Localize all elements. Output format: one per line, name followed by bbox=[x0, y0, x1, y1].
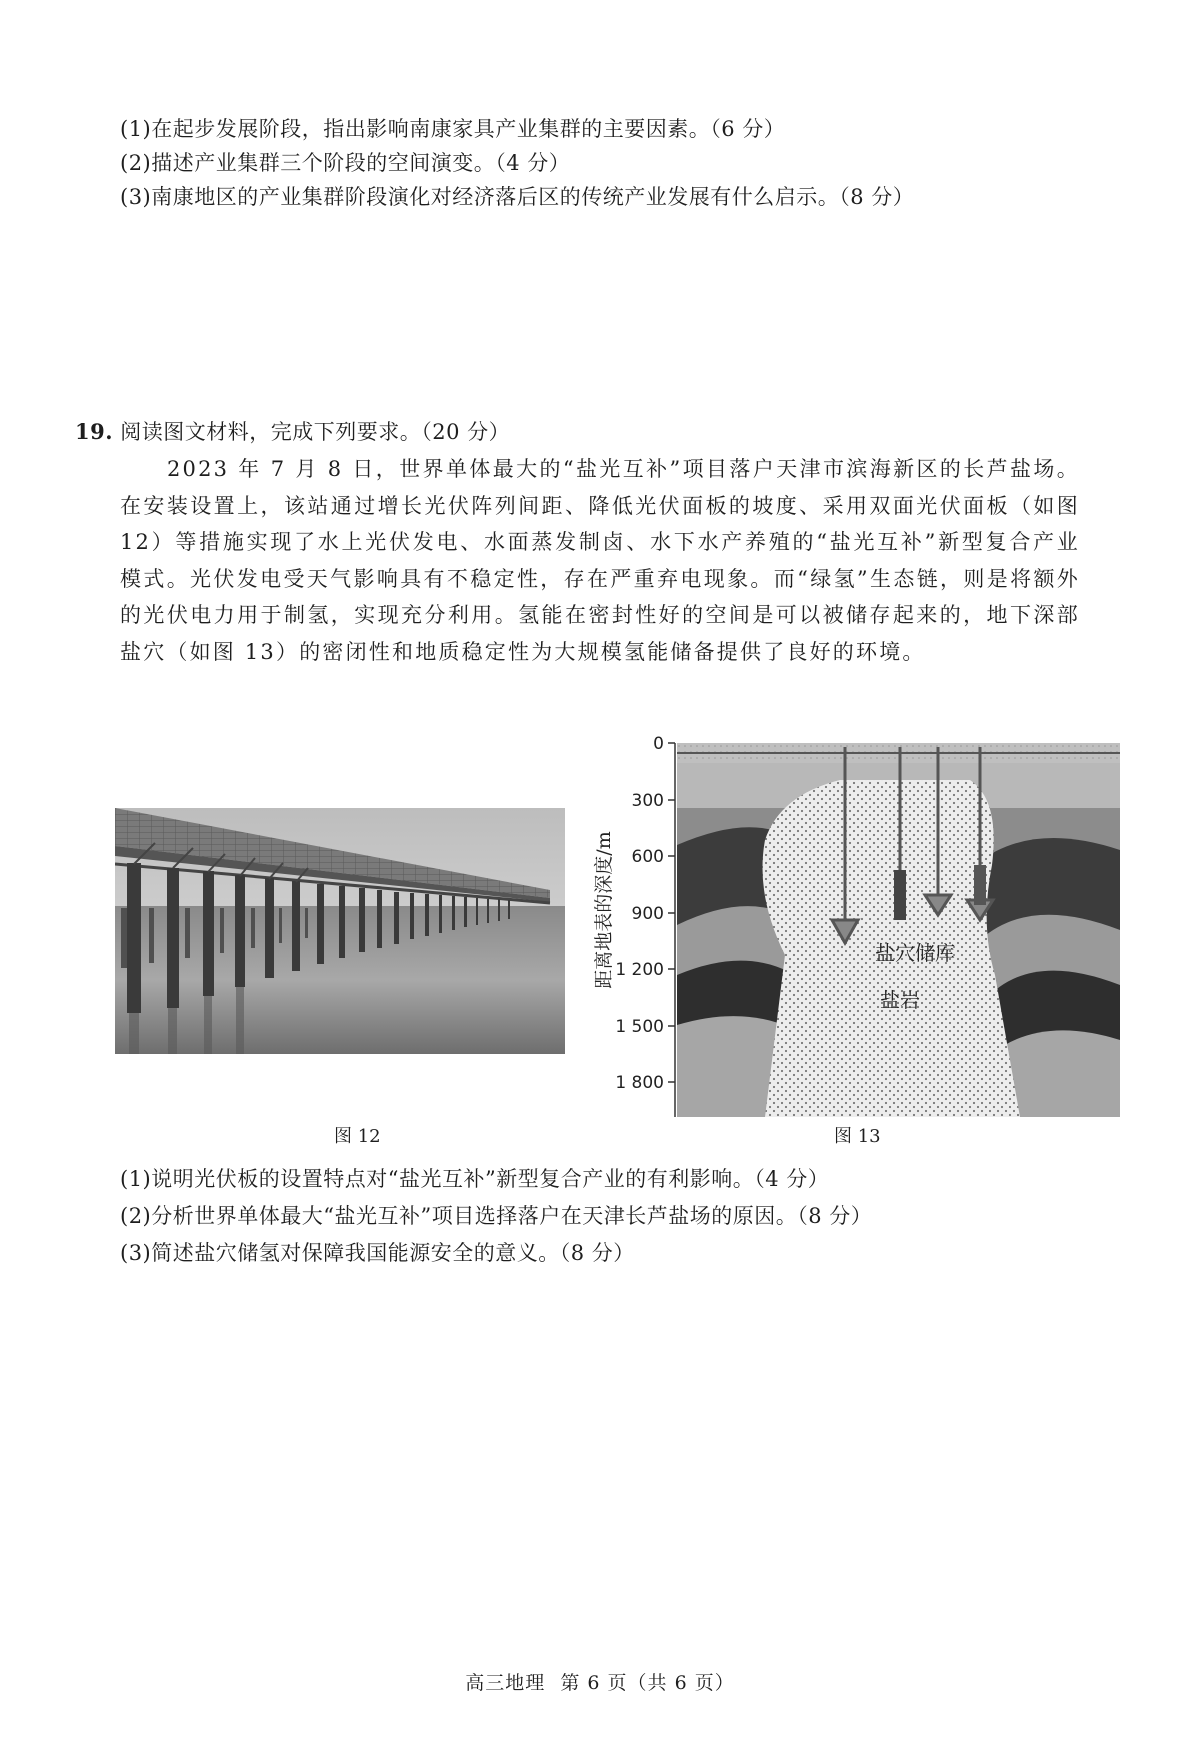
footer-subject: 高三地理 bbox=[465, 1672, 546, 1694]
question-number: 19. bbox=[75, 419, 114, 444]
sub-question-1: (1)说明光伏板的设置特点对“盐光互补”新型复合产业的有利影响。（4 分） bbox=[120, 1167, 830, 1191]
y-axis-label: 距离地表的深度/m bbox=[593, 831, 615, 989]
sub-question-2: (2)分析世界单体最大“盐光互补”项目选择落户在天津长芦盐场的原因。（8 分） bbox=[120, 1204, 873, 1228]
y-tick-label: 300 bbox=[631, 791, 664, 811]
y-tick-label: 600 bbox=[631, 847, 664, 867]
prev-question-2: (2)描述产业集群三个阶段的空间演变。（4 分） bbox=[120, 151, 571, 175]
material-text: 2023 年 7 月 8 日，世界单体最大的“盐光互补”项目落户天津市滨海新区的长芦盐场。在安装设置上，该站通过增长光伏阵列间距、降低光伏面板的坡度、采用双面光伏面板（如图 12）等措施实现了水上光伏发电、水面蒸发制卤、水下水产养殖的“盐光互补”新型复合产业模式。光伏发电受天气影响具有不稳定性，存在严重弃电现象。而“绿氢”生态链，则是将额外的光伏电力用于制氢，实现充分利用。氢能在密封性好的空间是可以被储存起来的，地下深部盐穴（如图 13）的密闭性和地质稳定性为大规模氢能储备提供了良好的环境。 bbox=[120, 457, 1080, 664]
y-tick-label: 1 500 bbox=[615, 1017, 664, 1037]
y-tick-label: 900 bbox=[631, 904, 664, 924]
y-axis bbox=[615, 734, 675, 1117]
figure-13-caption: 图 13 bbox=[834, 1126, 881, 1147]
label-salt-rock: 盐岩 bbox=[880, 988, 920, 1012]
material-paragraph bbox=[120, 451, 1080, 670]
sub-question-3: (3)简述盐穴储氢对保障我国能源安全的意义。（8 分） bbox=[120, 1241, 635, 1265]
y-tick-label: 1 200 bbox=[615, 960, 664, 980]
label-salt-cavern-storage: 盐穴储库 bbox=[875, 941, 955, 965]
page-footer bbox=[0, 1668, 1200, 1695]
figure-12-photo bbox=[115, 808, 565, 1054]
prev-question-1: (1)在起步发展阶段，指出影响南康家具产业集群的主要因素。（6 分） bbox=[120, 117, 786, 141]
figure-12-caption: 图 12 bbox=[334, 1126, 381, 1147]
question-19-heading bbox=[75, 417, 510, 447]
footer-page-number: 第 6 页（共 6 页） bbox=[560, 1672, 735, 1694]
prev-question-3: (3)南康地区的产业集群阶段演化对经济落后区的传统产业发展有什么启示。（8 分） bbox=[120, 185, 915, 209]
figure-13-diagram bbox=[580, 725, 1125, 1120]
y-tick-label: 1 800 bbox=[615, 1073, 664, 1093]
y-tick-label: 0 bbox=[653, 734, 664, 754]
question-heading-text: 阅读图文材料，完成下列要求。（20 分） bbox=[120, 420, 511, 444]
